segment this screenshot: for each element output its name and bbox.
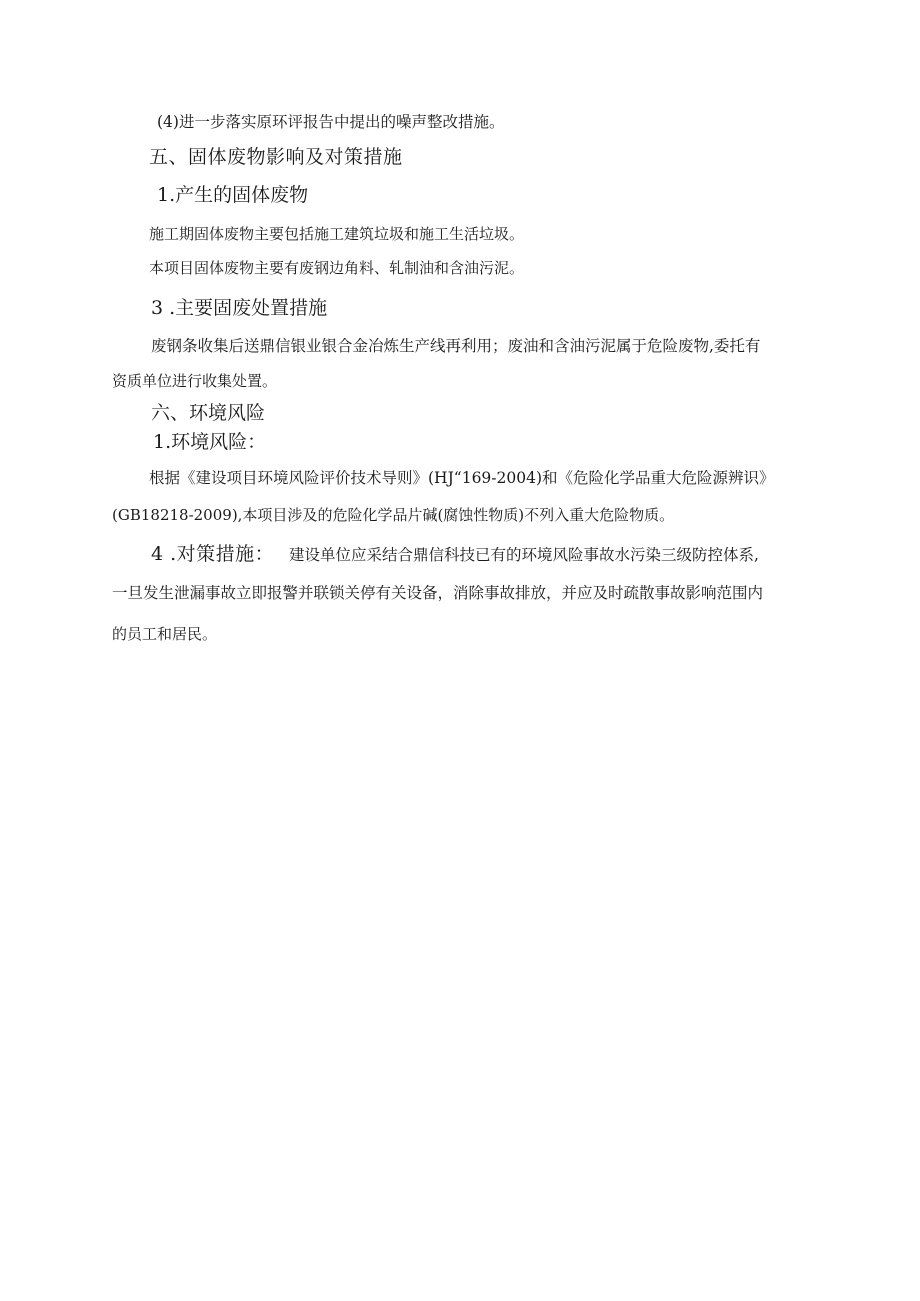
- section-6-paragraph-4-line-1-text: 建设单位应采结合鼎信科技已有的环境风险事故水污染三级防控体系,: [288, 546, 759, 564]
- section-5-paragraph-3-line-2: 资质单位进行收集处置。: [112, 372, 278, 390]
- section-5-paragraph-3-line-1: 废钢条收集后送鼎信银业银合金冶炼生产线再利用；废油和含油污泥属于危险废物,委托有: [151, 337, 761, 355]
- section-6-paragraph-4-line-1: [151, 544, 759, 565]
- section-6-paragraph-1-line-1: 根据《建设项目环境风险评价技术导则》(HJ“169-2004)和《危险化学品重大危险源辨识》: [149, 469, 775, 487]
- section-6-paragraph-1-line-2: (GB18218-2009),本项目涉及的危险化学品片碱(腐蚀性物质)不列入重大危险物质。: [112, 506, 675, 524]
- section-6-paragraph-4-line-2: 一旦发生泄漏事故立即报警并联锁关停有关设备，消除事故排放，并应及时疏散事故影响范围内: [112, 584, 764, 602]
- section-5-subtitle-3: 3 .主要固废处置措施: [151, 297, 328, 319]
- section-5-title: 五、固体废物影响及对策措施: [149, 146, 403, 168]
- section-5-paragraph-1: 施工期固体废物主要包括施工建筑垃圾和施工生活垃圾。: [149, 225, 525, 243]
- section-6-subtitle-1: 1.环境风险：: [153, 431, 267, 453]
- section-5-subtitle-1: 1.产生的固体废物: [157, 184, 309, 206]
- section-6-paragraph-4-line-3: 的员工和居民。: [112, 625, 218, 643]
- section-6-subtitle-4: 4 .对策措施：: [151, 543, 275, 565]
- noise-measure-item-4: (4)进一步落实原环评报告中提出的噪声整改措施。: [157, 113, 505, 131]
- section-5-paragraph-2: 本项目固体废物主要有废钢边角料、轧制油和含油污泥。: [149, 259, 525, 277]
- section-6-title: 六、环境风险: [151, 402, 266, 424]
